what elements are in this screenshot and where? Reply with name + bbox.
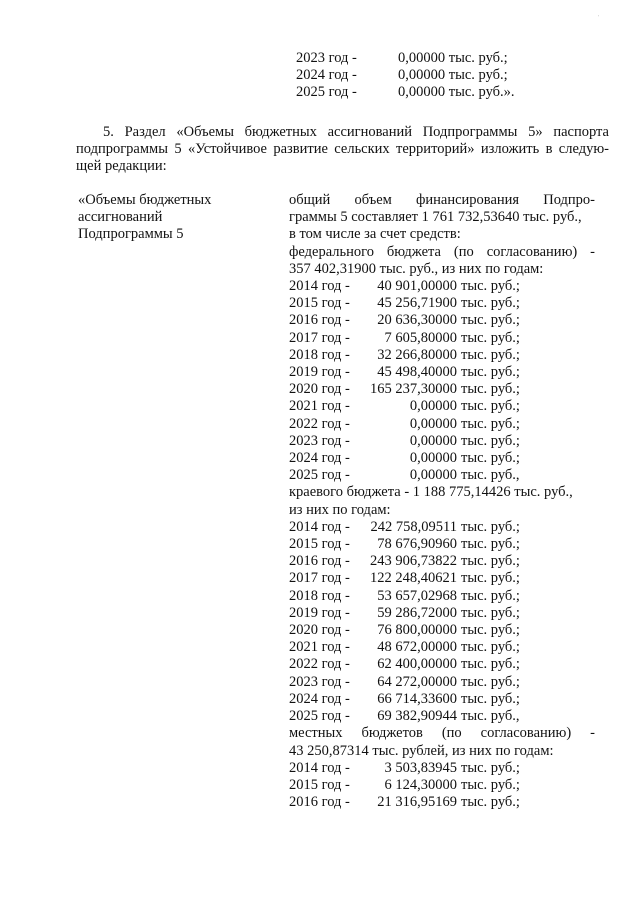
local-years xyxy=(289,760,595,812)
table-row: 2018 год - 32 266,80000 тыс. руб.; xyxy=(289,346,520,363)
table-row: 2016 год - 21 316,95169 тыс. руб.; xyxy=(289,794,520,811)
table-row: 2017 год - 122 248,40621 тыс. руб.; xyxy=(289,570,520,587)
table-row: 2016 год - 20 636,30000 тыс. руб.; xyxy=(289,312,520,329)
table-row: 2014 год - 40 901,00000 тыс. руб.; xyxy=(289,278,520,295)
left-label: «Объемы бюджетных ассигнований Подпрограммы 5 xyxy=(78,192,212,243)
paragraph-line: щей редакции: xyxy=(76,158,167,175)
regional-years xyxy=(289,519,595,725)
list-item: 2023 год - 0,00000 тыс. руб.; xyxy=(296,50,508,66)
table-row: 2014 год - 242 758,09511 тыс. руб.; xyxy=(289,518,520,535)
table-row: 2022 год - 62 400,00000 тыс. руб.; xyxy=(289,656,520,673)
table-row: 2014 год - 3 503,83945 тыс. руб.; xyxy=(289,759,520,776)
funding-total-line: общий объем финансирования Подпро- xyxy=(289,192,595,208)
table-row: 2024 год - 0,00000 тыс. руб.; xyxy=(289,450,520,467)
table-row: 2017 год - 7 605,80000 тыс. руб.; xyxy=(289,329,520,346)
regional-budget-heading: краевого бюджета - 1 188 775,14426 тыс. руб., xyxy=(289,484,573,501)
table-row: 2021 год - 0,00000 тыс. руб.; xyxy=(289,398,520,415)
list-item: 2025 год - 0,00000 тыс. руб.». xyxy=(296,84,515,101)
federal-budget-heading: федерального бюджета (по согласованию) - xyxy=(289,243,595,260)
table-row: 2023 год - 64 272,00000 тыс. руб.; xyxy=(289,673,520,690)
table-row: 2015 год - 78 676,90960 тыс. руб.; xyxy=(289,536,520,553)
federal-budget-total: 357 402,31900 тыс. руб., из них по годам: xyxy=(289,260,544,277)
funding-total-line: граммы 5 составляет 1 761 732,53640 тыс. руб., xyxy=(289,209,582,226)
table-row: 2025 год - 69 382,90944 тыс. руб., xyxy=(289,708,520,725)
funding-description xyxy=(289,192,595,811)
table-row: 2021 год - 48 672,00000 тыс. руб.; xyxy=(289,639,520,656)
paragraph-line: 5. Раздел «Объемы бюджетных ассигнований Подпрограммы 5» паспорта xyxy=(103,124,609,140)
regional-budget-subheading: из них по годам: xyxy=(289,501,391,518)
table-row: 2019 год - 59 286,72000 тыс. руб.; xyxy=(289,604,520,621)
federal-years xyxy=(289,278,595,484)
table-row: 2016 год - 243 906,73822 тыс. руб.; xyxy=(289,553,520,570)
funding-sources-line: в том числе за счет средств: xyxy=(289,226,461,243)
table-row: 2024 год - 66 714,33600 тыс. руб.; xyxy=(289,690,520,707)
table-row: 2019 год - 45 498,40000 тыс. руб.; xyxy=(289,364,520,381)
table-row: 2015 год - 6 124,30000 тыс. руб.; xyxy=(289,776,520,793)
table-row: 2020 год - 76 800,00000 тыс. руб.; xyxy=(289,622,520,639)
table-row: 2023 год - 0,00000 тыс. руб.; xyxy=(289,432,520,449)
section-paragraph xyxy=(76,124,609,176)
local-budget-total: 43 250,87314 тыс. рублей, из них по годам: xyxy=(289,742,554,759)
table-row: 2020 год - 165 237,30000 тыс. руб.; xyxy=(289,381,520,398)
list-item: 2024 год - 0,00000 тыс. руб.; xyxy=(296,67,508,84)
top-year-list xyxy=(296,50,515,102)
page-corner-mark: ' xyxy=(598,15,600,21)
local-budget-heading: местных бюджетов (по согласованию) - xyxy=(289,725,595,742)
table-row: 2018 год - 53 657,02968 тыс. руб.; xyxy=(289,587,520,604)
table-row: 2022 год - 0,00000 тыс. руб.; xyxy=(289,415,520,432)
paragraph-line: подпрограммы 5 «Устойчивое развитие сельских территорий» изложить в следую- xyxy=(76,141,609,158)
table-row: 2015 год - 45 256,71900 тыс. руб.; xyxy=(289,295,520,312)
table-row: 2025 год - 0,00000 тыс. руб., xyxy=(289,467,520,484)
